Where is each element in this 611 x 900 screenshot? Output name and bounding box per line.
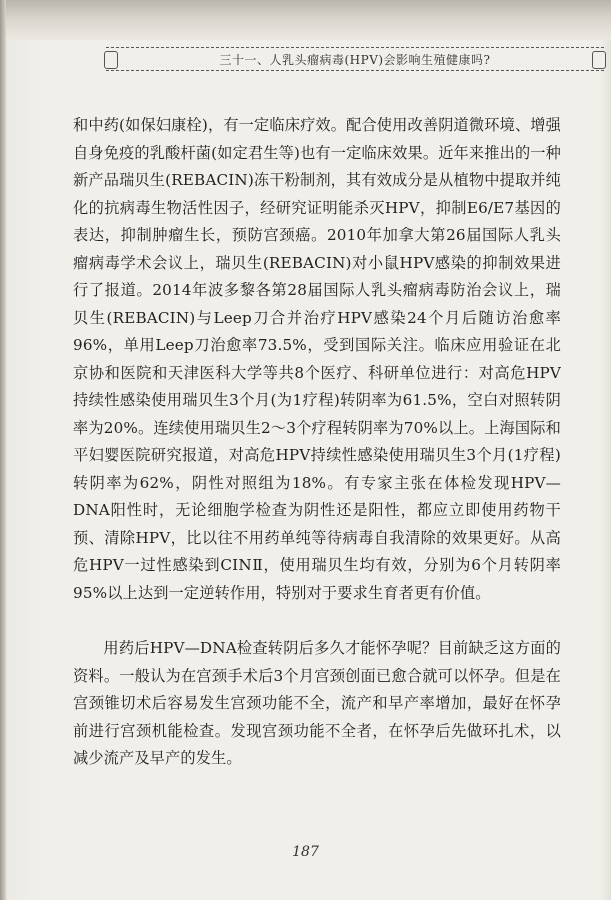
page-number: 187 bbox=[292, 844, 319, 860]
running-header bbox=[106, 47, 604, 71]
scan-left-edge bbox=[0, 0, 6, 900]
scan-top-shadow bbox=[0, 0, 611, 40]
body-paragraph-2: 用药后HPV—DNA检查转阴后多久才能怀孕呢？目前缺乏这方面的资料。一般认为在宫颈手术后3个月宫颈创面已愈合就可以怀孕。但是在宫颈锥切术后容易发生宫颈功能不全，流产和早产率增加，最好在怀孕前进行宫颈机能检查。发现宫颈功能不全者，在怀孕后先做环扎术，以减少流产及早产的发生。 bbox=[73, 639, 561, 767]
page-body bbox=[73, 112, 561, 773]
body-paragraph-1: 和中药(如保妇康栓)，有一定临床疗效。配合使用改善阴道微环境、增强自身免疫的乳酸杆菌(如定君生等)也有一定临床效果。近年来推出的一种新产品瑞贝生(REBACIN)冻干粉制剂，其有效成分是从植物中提取并纯化的抗病毒生物活性因子，经研究证明能杀灭HPV，抑制E6/E7基因的表达，抑制肿瘤生长，预防宫颈癌。2010年加拿大第26届国际人乳头瘤病毒学术会议上，瑞贝生(REBACIN)对小鼠HPV感染的抑制效果进行了报道。2014年波多黎各第28届国际人乳头瘤病毒防治会议上，瑞贝生(REBACIN)与Leep刀合并治疗HPV感染24个月后随访治愈率96%，单用Leep刀治愈率73.5%，受到国际关注。临床应用验证在北京协和医院和天津医科大学等共8个医疗、科研单位进行：对高危HPV持续性感染使用瑞贝生3个月(为1疗程)转阴率为61.5%，空白对照转阴率为20%。连续使用瑞贝生2～3个疗程转阴率为70%以上。上海国际和平妇婴医院研究报道，对高危HPV持续性感染使用瑞贝生3个月(1疗程)转阴率为62%，阴性对照组为18%。有专家主张在体检发现HPV—DNA阳性时，无论细胞学检查为阴性还是阳性，都应立即使用药物干预、清除HPV，比以往不用药单纯等待病毒自我清除的效果更好。从高危HPV一过性感染到CINⅡ，使用瑞贝生均有效，分别为6个月转阴率95%以上达到一定逆转作用，特别对于要求生育者更有价值。 bbox=[73, 116, 561, 602]
running-header-title: 三十一、人乳头瘤病毒(HPV)会影响生殖健康吗? bbox=[219, 53, 491, 67]
